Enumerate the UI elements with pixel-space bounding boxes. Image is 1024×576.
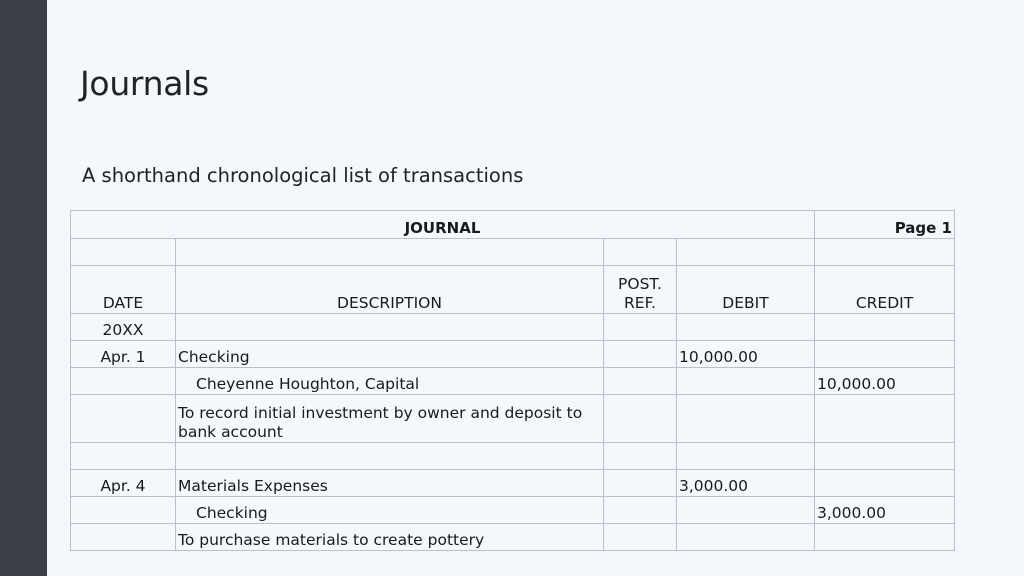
credit-amount: 10,000.00 [815,368,955,395]
slide-subtitle: A shorthand chronological list of transactions [82,164,524,187]
credit-account: Cheyenne Houghton, Capital [176,368,604,395]
table-row [71,524,955,551]
entry-memo: To record initial investment by owner and deposit to bank account [176,395,604,443]
journal-table [70,210,955,551]
table-row [71,368,955,395]
column-header-row [71,266,955,314]
journal-name: JOURNAL [71,211,815,239]
table-row [71,341,955,368]
col-post-ref: POST. REF. [604,266,677,314]
col-description: DESCRIPTION [176,266,604,314]
slide-title: Journals [80,64,209,103]
entry-date: Apr. 4 [71,470,176,497]
col-date: DATE [71,266,176,314]
table-row [71,443,955,470]
table-row [71,314,955,341]
debit-amount: 3,000.00 [677,470,815,497]
debit-amount: 10,000.00 [677,341,815,368]
credit-amount: 3,000.00 [815,497,955,524]
debit-account: Materials Expenses [176,470,604,497]
side-accent-bar [0,0,47,576]
entry-memo: To purchase materials to create pottery [176,524,604,551]
table-row [71,497,955,524]
table-row [71,395,955,443]
credit-account: Checking [176,497,604,524]
journal-header-row [71,211,955,239]
year-cell: 20XX [71,314,176,341]
col-debit: DEBIT [677,266,815,314]
debit-account: Checking [176,341,604,368]
table-row [71,239,955,266]
journal-page: Page 1 [815,211,955,239]
table-row [71,470,955,497]
col-credit: CREDIT [815,266,955,314]
entry-date: Apr. 1 [71,341,176,368]
